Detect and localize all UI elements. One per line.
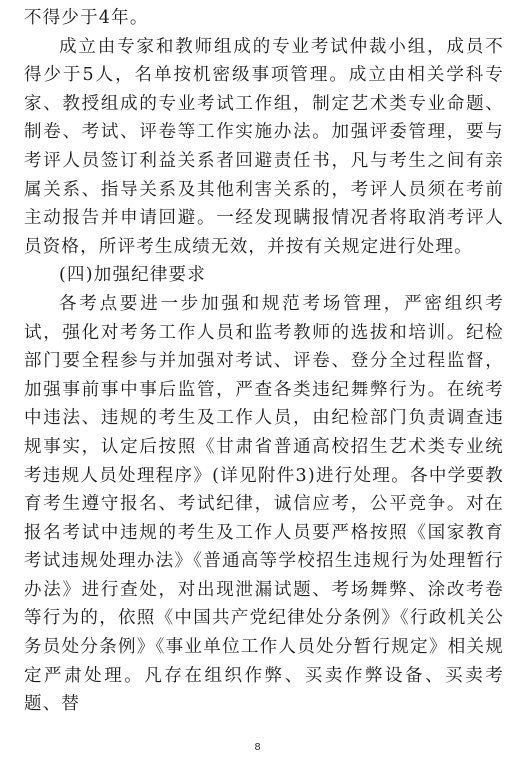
section-heading-discipline: (四)加强纪律要求 [59, 265, 206, 286]
document-body [24, 4, 504, 719]
paragraph-continued: 不得少于4年。 [24, 8, 149, 28]
paragraph-discipline-requirements: 各考点要进一步加强和规范考场管理，严密组织考试，强化对考务工作人员和监考教师的选拔和培训。纪检部门要全程参与并加强对考试、评卷、登分全过程监督，加强事前事中事后监管，严查各类违纪舞弊行为。在统考中违法、违规的考生及工作人员，由纪检部门负责调查违规事实，认定后按照《甘肃省普通高校招生艺术类专业统考违规人员处理程序》(详见附件3)进行处理。各中学要教育考生遵守报名、考试纪律，诚信应考，公平竞争。对在报名考试中违规的考生及工作人员要严格按照《国家教育考试违规处理办法》《普通高等学校招生违规行为处理暂行办法》进行查处，对出现泄漏试题、考场舞弊、涂改考卷等行为的，依照《中国共产党纪律处分条例》《行政机关公务员处分条例》《事业单位工作人员处分暂行规定》相关规定严肃处理。凡存在组织作弊、买卖作弊设备、买卖考题、替 [24, 293, 504, 715]
paragraph-arbitration-group: 成立由专家和教师组成的专业考试仲裁小组，成员不得少于5人，名单按机密级事项管理。成立由相关学科专家、教授组成的专业考试工作组，制定艺术类专业命题、制卷、考试、评卷等工作实施办法。加强评委管理，要与考评人员签订利益关系者回避责任书，凡与考生之间有亲属关系、指导关系及其他利害关系的，考评人员须在考前主动报告并申请回避。一经发现瞒报情况者将取消考评人员资格，所评考生成绩无效，并按有关规定进行处理。 [24, 36, 504, 257]
page-number: 8 [254, 742, 261, 753]
